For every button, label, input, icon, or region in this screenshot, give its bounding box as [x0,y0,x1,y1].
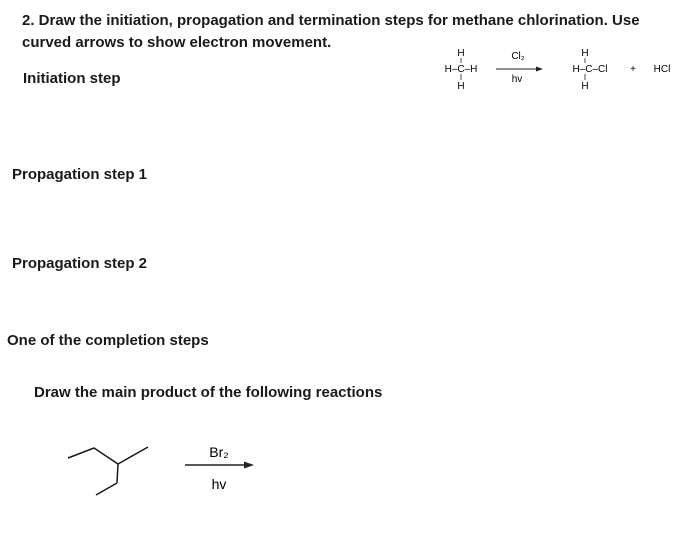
propagation-step-2-label: Propagation step 2 [12,255,148,272]
hcl-byproduct: HCl [653,64,671,75]
skeletal-alkane-structure [60,440,170,500]
methane-top-h: H [457,48,465,59]
br2-reagent: Br₂ [209,444,229,460]
light-reagent-2: hv [211,476,227,492]
chloromethane-structure [572,48,607,92]
propagation-step-1-label: Propagation step 1 [12,166,148,183]
methane-bottom-h: H [457,81,465,92]
plus-sign: + [630,64,636,75]
chloromethane-middle: H–C–Cl [572,64,608,75]
methane-chlorination-scheme [430,44,690,94]
chloromethane-bottom-h: H [581,81,589,92]
light-reagent-1: hv [511,74,523,85]
methane-middle: H–C–H [444,64,478,75]
section-2-title: Draw the main product of the following reactions [34,384,383,401]
methane-structure [445,48,478,92]
bromination-scheme [180,437,260,497]
chloromethane-top-h: H [581,48,589,59]
question-line-1: 2. Draw the initiation, propagation and termination steps for methane chlorination. Use [22,12,640,29]
completion-step-label: One of the completion steps [7,332,209,349]
cl2-reagent: Cl₂ [511,51,525,62]
initiation-step-label: Initiation step [23,70,121,87]
question-line-2: curved arrows to show electron movement. [22,34,332,51]
reaction-arrow-1-head [536,67,543,72]
reaction-arrow-2-head [244,462,254,469]
